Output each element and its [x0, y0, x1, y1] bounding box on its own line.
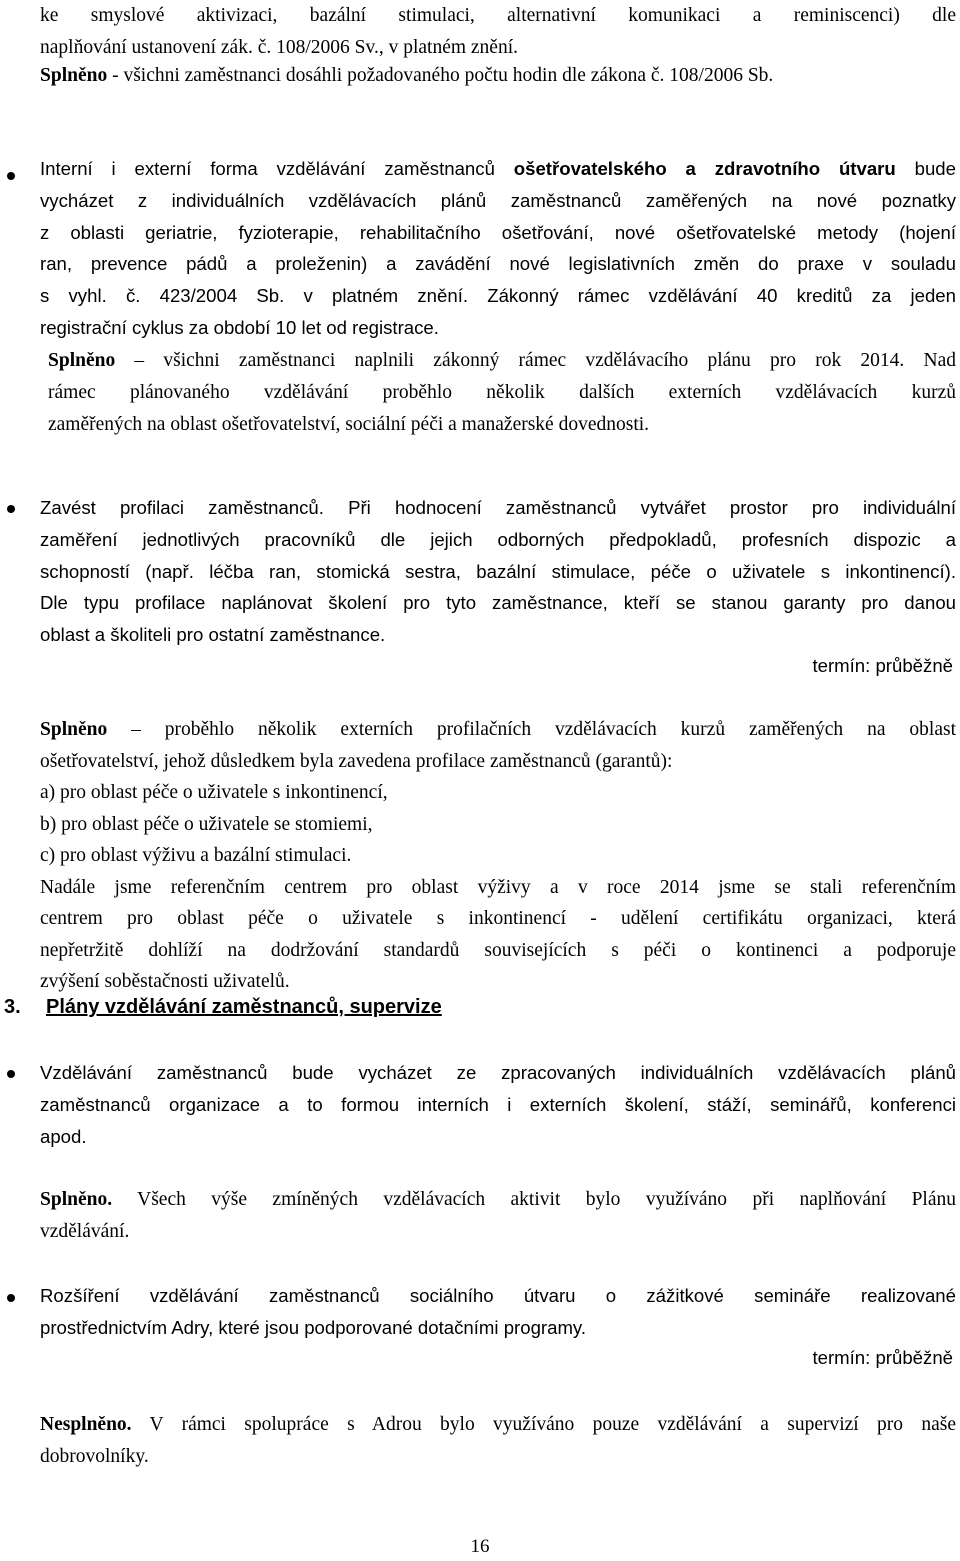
intro-paragraph [40, 0, 956, 64]
bullet2-line-4: oblast a školiteli pro ostatní zaměstnance. [40, 624, 386, 646]
bullet3-line-2: apod. [40, 1125, 87, 1147]
fulfilled-label: Splněno [40, 719, 108, 740]
bullet1-bold: ošetřovatelského a zdravotního útvaru [513, 158, 896, 179]
bullet1-paragraph [40, 153, 956, 344]
bullet-icon [7, 1294, 15, 1302]
page-number: 16 [470, 1536, 490, 1557]
bullet2-fulfilled [40, 714, 956, 998]
bullet4-not-fulfilled [40, 1409, 956, 1473]
bullet4-line-1: prostřednictvím Adry, které jsou podporované dotačními programy. [40, 1316, 587, 1338]
bullet2-done-line-0: – proběhlo několik externích profilačních vzdělávacích kurzů zaměřených na oblast [107, 719, 956, 740]
bullet-icon [7, 1070, 15, 1078]
bullet2-done-line-1: ošetřovatelství, jehož důsledkem byla zavedena profilace zaměstnanců (garantů): [40, 750, 673, 772]
bullet3-line-1: zaměstnanců organizace a to formou interních i externích školení, stáží, seminářů, konferenci [40, 1093, 956, 1115]
bullet-icon [7, 505, 15, 513]
bullet2-done-line-7: nepřetržitě dohlíží na dodržování standardů souvisejících s péči o kontinenci a podporuje [40, 939, 956, 961]
bullet2-done-line-6: centrem pro oblast péče o uživatele s inkontinencí - udělení certifikátu organizaci, která [40, 908, 956, 929]
bullet1-line-2: z oblasti geriatrie, fyzioterapie, rehabilitačního ošetřování, nové ošetřovatelské metody (hojení [40, 221, 956, 243]
bullet1-done-line-0: – všichni zaměstnanci naplnili zákonný rámec vzdělávacího plánu pro rok 2014. Nad [115, 350, 956, 371]
term-label: termín: průběžně [812, 1347, 953, 1368]
bullet2-done-line-5: Nadále jsme referenčním centrem pro oblast výživy a v roce 2014 jsme se stali referenčním [40, 876, 956, 898]
bullet1-line-3: ran, prevence pádů a proleženin) a zavádění nové legislativních změn do praxe v souladu [40, 253, 956, 275]
term-label: termín: průběžně [812, 655, 953, 676]
bullet3-done-line-0: Všech výše zmíněných vzdělávacích aktivit bylo využíváno při naplňování Plánu [112, 1189, 956, 1210]
bullet2-line-0: Zavést profilaci zaměstnanců. Při hodnocení zaměstnanců vytvářet prostor pro individuální [40, 497, 956, 518]
bullet3-fulfilled [40, 1184, 956, 1248]
fulfilled-label: Splněno [48, 350, 116, 371]
intro-fulfilled [40, 60, 956, 92]
bullet1-done-line-2: zaměřených na oblast ošetřovatelství, sociální péči a manažerské dovednosti. [48, 413, 650, 435]
bullet2-line-1: zaměření jednotlivých pracovníků dle jejich odborných předpokladů, profesních dispozic a [40, 528, 956, 550]
bullet1-fulfilled [48, 345, 956, 440]
bullet2-done-line-2: a) pro oblast péče o uživatele s inkontinencí, [40, 782, 388, 803]
bullet4-notdone-line-1: dobrovolníky. [40, 1445, 149, 1467]
bullet1-line-5: registrační cyklus za období 10 let od registrace. [40, 316, 439, 338]
fulfilled-label: Splněno [40, 65, 108, 86]
section-title: Plány vzdělávání zaměstnanců, supervize [46, 996, 442, 1018]
bullet1-done-line-1: rámec plánovaného vzdělávání proběhlo několik dalších externích vzdělávacích kurzů [48, 381, 956, 403]
bullet2-line-3: Dle typu profilace naplánovat školení pro tyto zaměstnance, kteří se stanou garanty pro danou [40, 592, 956, 614]
bullet-icon [7, 172, 15, 180]
fulfilled-text: - všichni zaměstnanci dosáhli požadovaného počtu hodin dle zákona č. 108/2006 Sb. [107, 65, 774, 86]
bullet1-line-0: bude [914, 158, 956, 179]
fulfilled-label: Splněno. [40, 1189, 113, 1210]
bullet2-paragraph [40, 492, 956, 651]
bullet2-done-line-3: b) pro oblast péče o uživatele se stomiemi, [40, 813, 373, 835]
section-heading [4, 996, 442, 1019]
bullet2-done-line-4: c) pro oblast výživu a bazální stimulaci. [40, 845, 352, 866]
intro-line-1: ke smyslové aktivizaci, bazální stimulaci, alternativní komunikaci a reminiscenci) dle [40, 5, 956, 26]
not-fulfilled-label: Nesplněno. [40, 1414, 132, 1435]
bullet1-lead: Interní i externí forma vzdělávání zaměstnanců [40, 158, 514, 179]
section-number: 3. [4, 996, 21, 1018]
bullet3-done-line-1: vzdělávání. [40, 1220, 130, 1242]
bullet3-paragraph [40, 1057, 956, 1152]
bullet1-line-1: vycházet z individuálních vzdělávacích plánů zaměstnanců zaměřených na nové poznatky [40, 189, 956, 211]
bullet2-done-line-8: zvýšení soběstačnosti uživatelů. [40, 971, 290, 992]
bullet4-notdone-line-0: V rámci spolupráce s Adrou bylo využíváno pouze vzdělávání a supervizí pro naše [131, 1414, 956, 1435]
bullet1-line-4: s vyhl. č. 423/2004 Sb. v platném znění. Zákonný rámec vzdělávání 40 kreditů za jeden [40, 285, 956, 307]
bullet4-paragraph [40, 1280, 956, 1344]
intro-line-2: naplňování ustanovení zák. č. 108/2006 Sv., v platném znění. [40, 36, 519, 58]
bullet3-line-0: Vzdělávání zaměstnanců bude vycházet ze zpracovaných individuálních vzdělávacích plánů [40, 1062, 956, 1083]
bullet2-line-2: schopností (např. léčba ran, stomická sestra, bazální stimulace, péče o uživatele s inkontinencí). [40, 560, 956, 582]
bullet4-line-0: Rozšíření vzdělávání zaměstnanců sociálního útvaru o zážitkové semináře realizované [40, 1285, 956, 1306]
